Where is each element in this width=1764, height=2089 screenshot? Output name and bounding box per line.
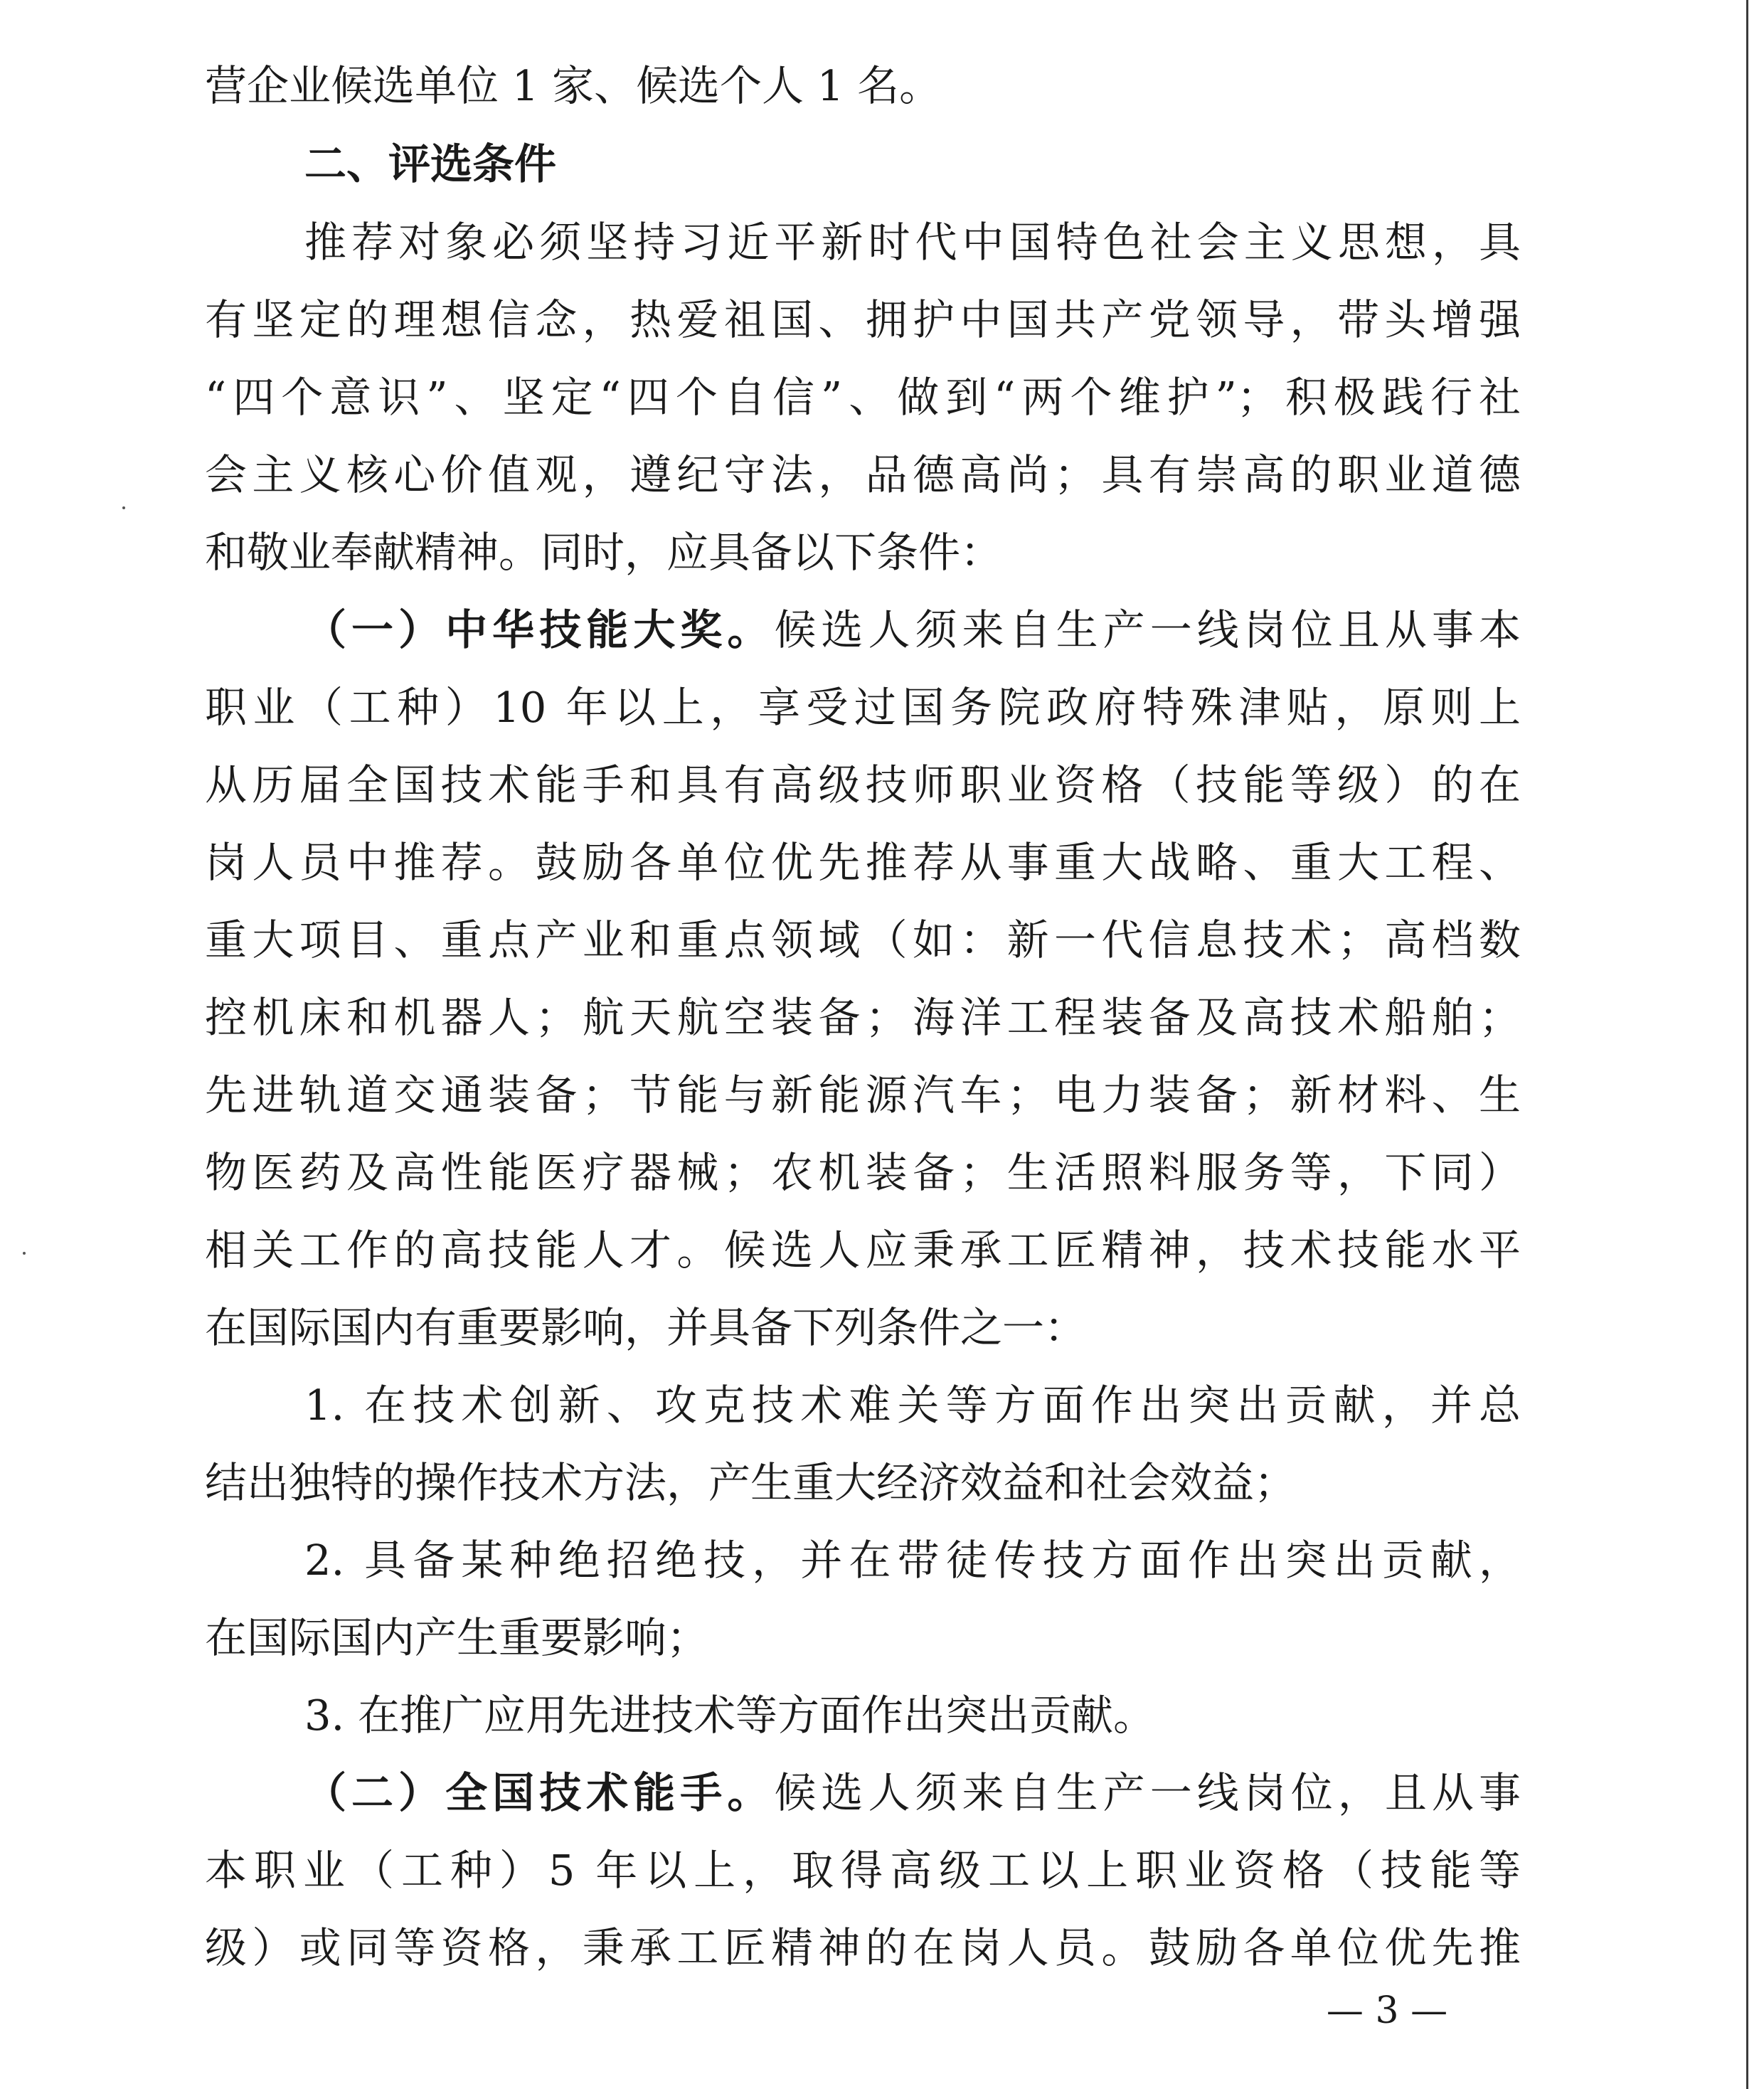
list-item-line: 1. 在技术创新、攻克技术难关等方面作出突出贡献，并总 — [304, 1381, 1521, 1430]
paragraph-line: 岗人员中推荐。鼓励各单位优先推荐从事重大战略、重大工程、 — [205, 838, 1521, 887]
paragraph-line: 先进轨道交通装备；节能与新能源汽车；电力装备；新材料、生 — [205, 1070, 1521, 1120]
scan-speck — [23, 1252, 26, 1255]
paragraph-line: 级）或同等资格，秉承工匠精神的在岗人员。鼓励各单位优先推 — [205, 1923, 1521, 1972]
paragraph-line: 相关工作的高技能人才。候选人应秉承工匠精神，技术技能水平 — [205, 1226, 1521, 1275]
paragraph-line: 有坚定的理想信念，热爱祖国、拥护中国共产党领导，带头增强 — [205, 295, 1521, 344]
subsection-title: （一）中华技能大奖。 — [304, 605, 775, 654]
scan-edge-line — [1746, 0, 1748, 2089]
paragraph-line: （一）中华技能大奖。候选人须来自生产一线岗位且从事本 — [304, 605, 1521, 654]
section-heading: 二、评选条件 — [304, 139, 557, 188]
list-item-line: 3. 在推广应用先进技术等方面作出突出贡献。 — [304, 1691, 1156, 1740]
list-item-line: 结出独特的操作技术方法，产生重大经济效益和社会效益； — [205, 1458, 1297, 1507]
paragraph-line: 控机床和机器人；航天航空装备；海洋工程装备及高技术船舶； — [205, 993, 1521, 1042]
paragraph-line: 本职业（工种）5 年以上，取得高级工以上职业资格（技能等 — [205, 1846, 1521, 1895]
paragraph-line: 重大项目、重点产业和重点领域（如：新一代信息技术；高档数 — [205, 915, 1521, 964]
paragraph-line: 营企业候选单位 1 家、候选个人 1 名。 — [205, 61, 942, 110]
list-item-line: 在国际国内产生重要影响； — [205, 1613, 709, 1662]
page-number: — 3 — — [1326, 1989, 1448, 2032]
paragraph-line: “四个意识”、坚定“四个自信”、做到“两个维护”；积极践行社 — [205, 373, 1521, 422]
paragraph-line: 推荐对象必须坚持习近平新时代中国特色社会主义思想，具 — [304, 218, 1521, 267]
subsection-title: （二）全国技术能手。 — [304, 1768, 775, 1817]
paragraph-line: （二）全国技术能手。候选人须来自生产一线岗位，且从事 — [304, 1768, 1521, 1817]
paragraph-line: 和敬业奉献精神。同时，应具备以下条件： — [205, 528, 1003, 577]
paragraph-line: 从历届全国技术能手和具有高级技师职业资格（技能等级）的在 — [205, 760, 1521, 809]
paragraph-line: 物医药及高性能医疗器械；农机装备；生活照料服务等，下同） — [205, 1148, 1521, 1197]
paragraph-line: 在国际国内有重要影响，并具备下列条件之一： — [205, 1303, 1087, 1352]
scan-speck — [122, 506, 125, 509]
paragraph-line: 职业（工种）10 年以上，享受过国务院政府特殊津贴，原则上 — [205, 683, 1521, 732]
paragraph-line: 会主义核心价值观，遵纪守法，品德高尚；具有崇高的职业道德 — [205, 450, 1521, 499]
list-item-line: 2. 具备某种绝招绝技，并在带徒传技方面作出突出贡献， — [304, 1536, 1521, 1585]
